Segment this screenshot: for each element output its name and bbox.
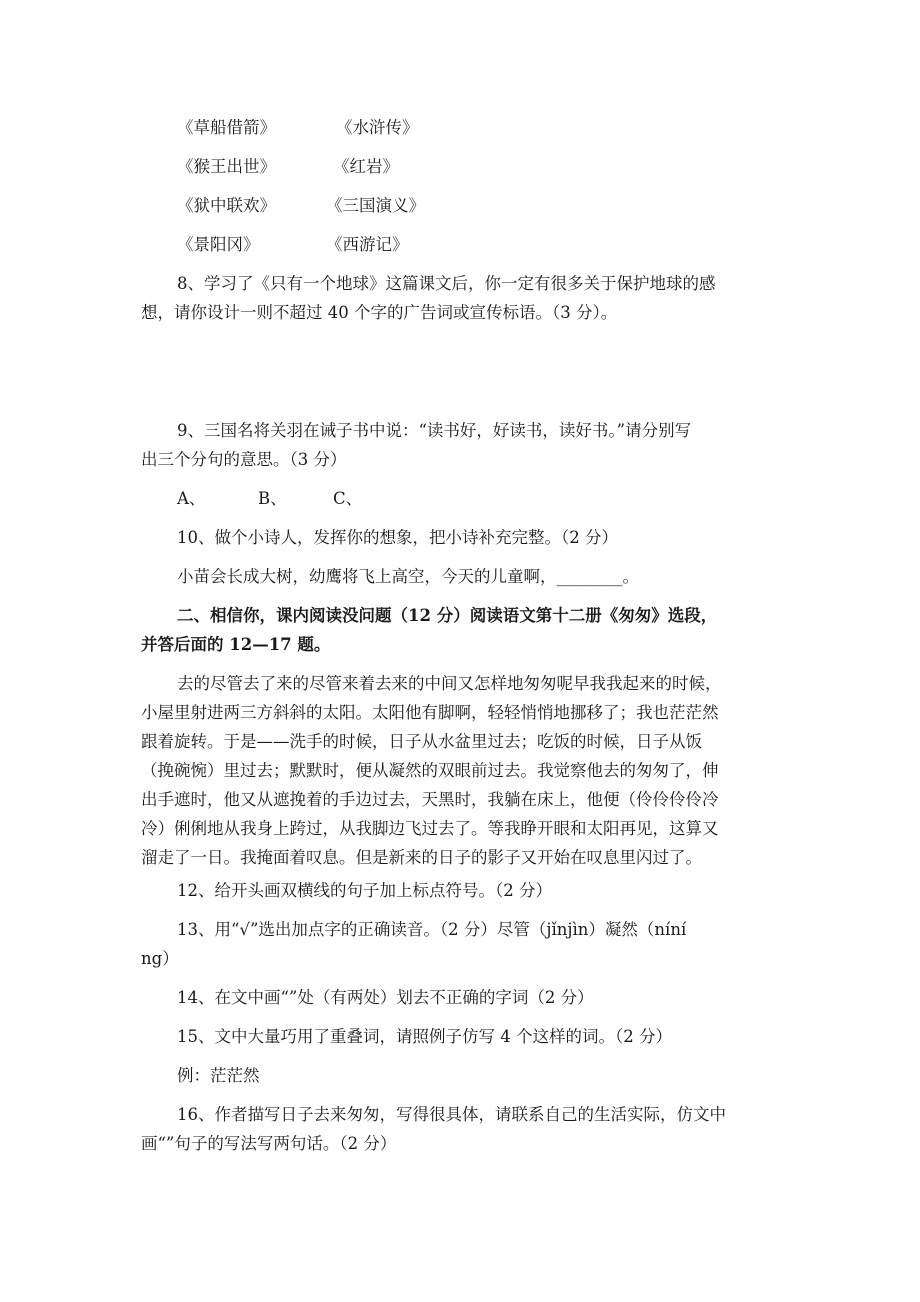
question-9-line-2: 出三个分句的意思。（3 分）: [141, 450, 347, 469]
question-13-line-1: 13、用“√”选出加点字的正确读音。（2 分）尽管（jǐnjìn）凝然（níní: [177, 920, 687, 939]
matching-row-3: [0, 195, 425, 217]
question-14: 14、在文中画“”处（有两处）划去不正确的字词（2 分）: [177, 988, 594, 1007]
passage-line-5: 出手遮时，他又从遮挽着的手边过去，天黑时，我躺在床上，他便（伶伶伶伶冷: [141, 790, 719, 809]
passage-line-1: 去的尽管去了来的尽管来着去来的中间又怎样地匆匆呢早我我起来的时候，: [177, 674, 722, 693]
question-15-example: 例：茫茫然: [177, 1066, 260, 1085]
matching-row-4-left: 《景阳冈》: [177, 235, 260, 254]
passage-line-7: 溜走了一日。我掩面着叹息。但是新来的日子的影子又开始在叹息里闪过了。: [141, 848, 702, 867]
question-16-line-1: 16、作者描写日子去来匆匆，写得很具体，请联系自己的生活实际，仿文中: [177, 1105, 726, 1124]
question-13-line-2: ng）: [141, 949, 179, 968]
matching-row-1-right: 《水浒传》: [336, 118, 419, 137]
question-16-line-2: 画“”句子的写法写两句话。（2 分）: [141, 1134, 397, 1153]
matching-row-1: [0, 117, 419, 139]
matching-row-2: [0, 156, 399, 178]
passage-line-6: 冷）俐俐地从我身上跨过，从我脚边飞过去了。等我睁开眼和太阳再见，这算又: [141, 819, 719, 838]
matching-row-4: [0, 234, 409, 256]
matching-row-4-right: 《西游记》: [326, 235, 409, 254]
matching-row-2-right: 《红岩》: [333, 157, 399, 176]
matching-row-3-right: 《三国演义》: [326, 196, 425, 215]
passage-line-3: 跟着旋转。于是——洗手的时候，日子从水盆里过去；吃饭的时候，日子从饭: [141, 732, 702, 751]
question-12: 12、给开头画双横线的句子加上标点符号。（2 分）: [177, 881, 552, 900]
question-9-option-b: B、: [258, 489, 287, 508]
question-8-line-2: 想，请你设计一则不超过 40 个字的广告词或宣传标语。（3 分）。: [141, 303, 618, 322]
matching-row-3-left: 《狱中联欢》: [177, 196, 276, 215]
question-10-line-1: 10、做个小诗人，发挥你的想象，把小诗补充完整。（2 分）: [177, 528, 618, 547]
section-2-heading-line-2: 并答后面的 12—17 题。: [141, 635, 331, 654]
passage-line-2: 小屋里射进两三方斜斜的太阳。太阳他有脚啊，轻轻悄悄地挪移了；我也茫茫然: [141, 703, 719, 722]
passage-line-4: （挽碗惋）里过去；默默时，便从凝然的双眼前过去。我觉察他去的匆匆了，伸: [141, 761, 719, 780]
question-10-line-2: 小苗会长成大树，幼鹰将飞上高空，今天的儿童啊，________。: [177, 567, 639, 586]
matching-row-2-left: 《猴王出世》: [177, 157, 276, 176]
question-9-line-1: 9、三国名将关羽在诫子书中说：“读书好，好读书，读好书。”请分别写: [177, 421, 692, 440]
question-9-option-c: C、: [333, 489, 363, 508]
question-8-line-1: 8、学习了《只有一个地球》这篇课文后，你一定有很多关于保护地球的感: [177, 274, 716, 293]
matching-row-1-left: 《草船借箭》: [177, 118, 276, 137]
question-15-line-1: 15、文中大量巧用了重叠词，请照例子仿写 4 个这样的词。（2 分）: [177, 1027, 672, 1046]
question-9-option-a: A、: [177, 489, 206, 508]
section-2-heading-line-1: 二、相信你，课内阅读没问题（12 分）阅读语文第十二册《匆匆》选段，: [177, 606, 718, 625]
